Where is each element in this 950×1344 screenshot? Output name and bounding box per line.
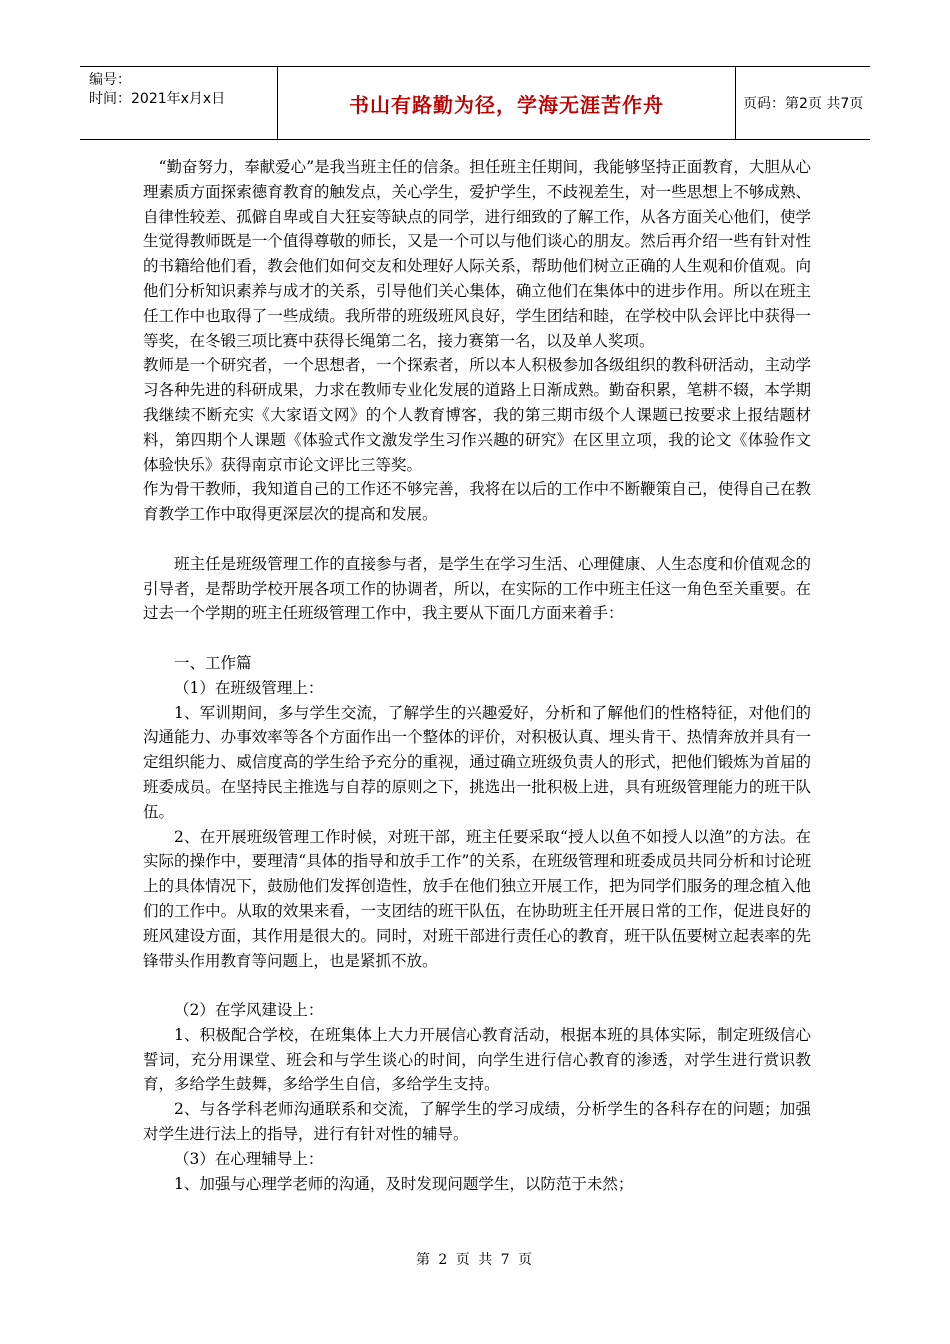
paragraph-class-teacher-creed: “勤奋努力，奉献爱心”是我当班主任的信条。担任班主任期间，我能够坚持正面教育，大胆从心理素质方面探索德育教育的触发点，关心学生，爱护学生，不歧视差生，对一些思想上不够成熟、自律性较差、孤僻自卑或自大狂妄等缺点的同学，进行细致的了解工作，从各方面关心他们，使学生觉得教师既是一个值得尊敬的师长，又是一个可以与他们谈心的朋友。然后再介绍一些有针对性的书籍给他们看，教会他们如何交友和处理好人际关系，帮助他们树立正确的人生观和价值观。向他们分析知识素养与成才的关系，引导他们关心集体，确立他们在集体中的进步作用。所以在班主任工作中也取得了一些成绩。我所带的班级班风良好，学生团结和睦，在学校中队会评比中获得一等奖，在冬锻三项比赛中获得长绳第二名，接力赛第一名，以及单人奖项。 xyxy=(143,158,811,350)
document-body xyxy=(143,155,811,1196)
page-footer: 第 2 页 共 7 页 xyxy=(415,1252,535,1268)
paragraph-spacer xyxy=(143,973,811,998)
paragraph-military-training: 1、军训期间，多与学生交流，了解学生的兴趣爱好，分析和了解他们的性格特征，对他们的沟通能力、办事效率等各个方面作出一个整体的评价，对积极认真、埋头肯干、热情奔放并具有一定组织能力、威信度高的学生给予充分的重视，通过确立班级负责人的形式，把他们锻炼为首届的班委成员。在坚持民主推选与自荐的原则之下，挑选出一批积极上进，具有班级管理能力的班干队伍。 xyxy=(143,703,811,821)
subheading-psychological-counseling: （3）在心理辅导上： xyxy=(174,1149,324,1168)
paragraph-spacer xyxy=(143,626,811,651)
paragraph-class-management-intro: 班主任是班级管理工作的直接参与者，是学生在学习生活、心理健康、人生态度和价值观念的引导者，是帮助学校开展各项工作的协调者，所以，在实际的工作中班主任这一角色至关重要。在过去一个学期的班主任班级管理工作中，我主要从下面几方面来着手： xyxy=(143,554,811,623)
page-header xyxy=(80,66,870,140)
subheading-study-style: （2）在学风建设上： xyxy=(174,1001,324,1020)
document-date-label: 时间：2021年x月x日 xyxy=(89,91,226,107)
header-page-number: 页码：第2页 共7页 xyxy=(743,96,864,112)
paragraph-research: 教师是一个研究者，一个思想者，一个探索者，所以本人积极参加各级组织的教科研活动，主动学习各种先进的科研成果，力求在教师专业化发展的道路上日渐成熟。勤奋积累，笔耕不辍，本学期我继续不断充实《大家语文网》的个人教育博客，我的第三期市级个人课题已按要求上报结题材料，第四期个人课题《体验式作文激发学生习作兴趣的研究》在区里立项，我的论文《体验作文 体验快乐》获得南京市论文评比三等奖。 xyxy=(143,356,811,474)
paragraph-class-cadres: 2、在开展班级管理工作时候，对班干部，班主任要采取“授人以鱼不如授人以渔”的方法。在实际的操作中，要理清“具体的指导和放手工作”的关系，在班级管理和班委成员共同分析和讨论班上的具体情况下，鼓励他们发挥创造性，放手在他们独立开展工作，把为同学们服务的理念植入他们的工作中。从取的效果来看，一支团结的班干队伍，在协助班主任开展日常的工作，促进良好的班风建设方面，其作用是很大的。同时，对班干部进行责任心的教育，班干队伍要树立起表率的先锋带头作用教育等问题上，也是紧抓不放。 xyxy=(143,827,811,970)
section-heading-work: 一、工作篇 xyxy=(174,653,252,672)
header-motto: 书山有路勤为径，学海无涯苦作舟 xyxy=(278,67,736,139)
paragraph-confidence-education: 1、积极配合学校，在班集体上大力开展信心教育活动，根据本班的具体实际，制定班级信心誓词，充分用课堂、班会和与学生谈心的时间，向学生进行信心教育的渗透，对学生进行赏识教育，多给学生鼓舞，多给学生自信，多给学生支持。 xyxy=(143,1025,811,1094)
paragraph-psychology-teacher: 1、加强与心理学老师的沟通，及时发现问题学生，以防范于未然； xyxy=(174,1174,634,1193)
paragraph-spacer xyxy=(143,527,811,552)
header-info-cell xyxy=(80,67,278,139)
subheading-class-management: （1）在班级管理上： xyxy=(174,678,324,697)
document-number-label: 编号： xyxy=(89,72,131,88)
paragraph-subject-teachers: 2、与各学科老师沟通联系和交流，了解学生的学习成绩，分析学生的各科存在的问题；加强对学生进行法上的指导，进行有针对性的辅导。 xyxy=(143,1100,811,1144)
paragraph-backbone-teacher: 作为骨干教师，我知道自己的工作还不够完善，我将在以后的工作中不断鞭策自己，使得自己在教育教学工作中取得更深层次的提高和发展。 xyxy=(143,480,811,524)
